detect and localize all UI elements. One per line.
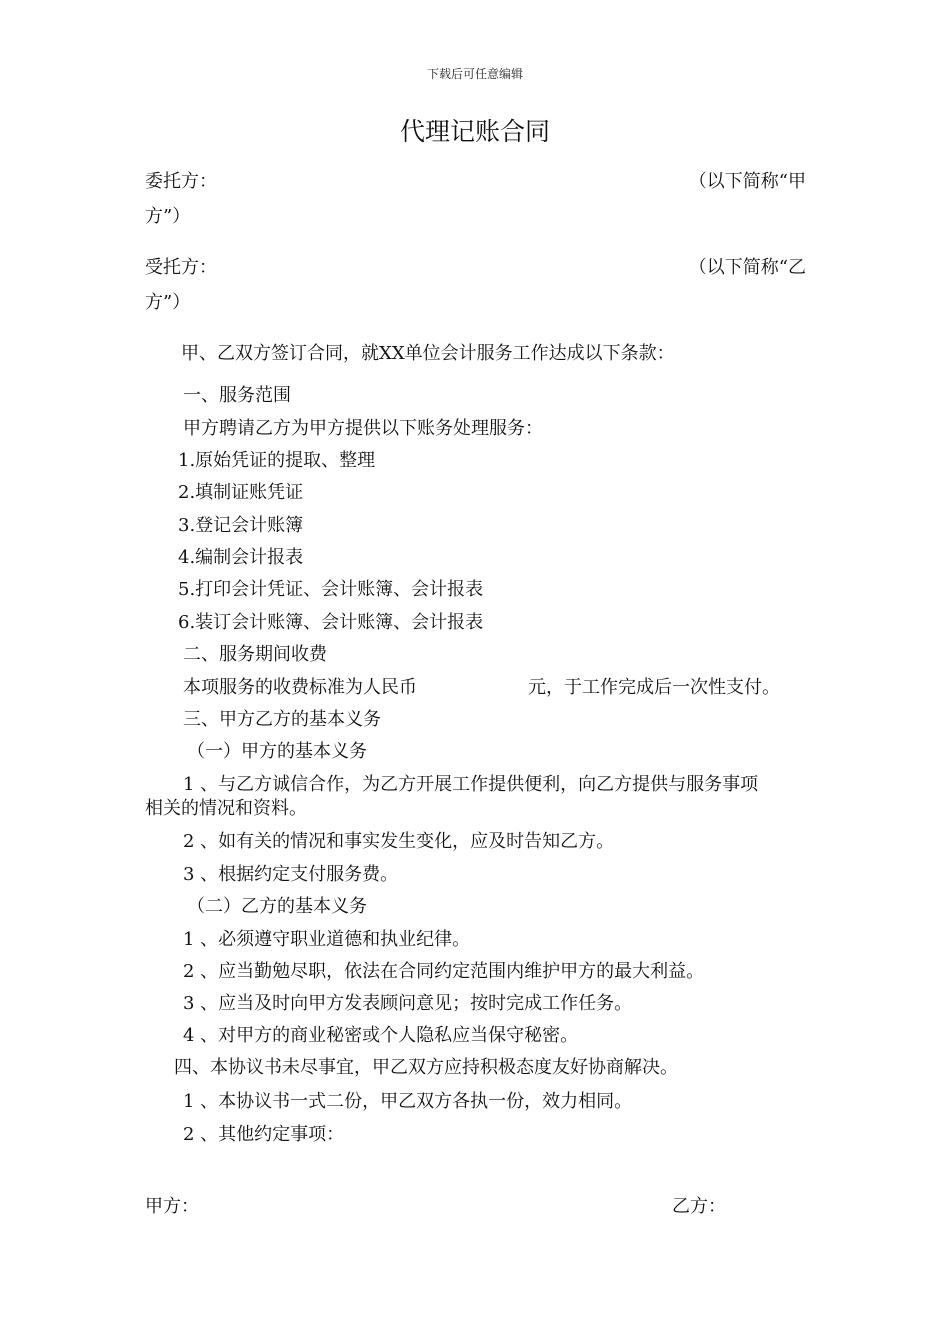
fee-prefix: 本项服务的收费标准为人民币 — [183, 677, 417, 698]
signature-party-b: 乙方： — [672, 1196, 726, 1217]
agent-alias-open: （以下简称“乙 — [688, 257, 806, 278]
party-b-duties-heading: （二）乙方的基本义务 — [187, 896, 367, 917]
client-alias-open: （以下简称“甲 — [688, 171, 806, 192]
party-a-duties-heading: （一）甲方的基本义务 — [187, 741, 367, 762]
agreement-item: 1 、本协议书一式二份，甲乙双方各执一份，效力相同。 — [183, 1091, 633, 1112]
page-header: 下载后可任意编辑 — [426, 67, 523, 81]
service-item: 6.装订会计账簿、会计账簿、会计报表 — [178, 612, 484, 633]
agent-alias-close: 方”） — [145, 292, 191, 313]
section-3-heading: 三、甲方乙方的基本义务 — [183, 709, 381, 730]
party-b-duty: 3 、应当及时向甲方发表顾问意见；按时完成工作任务。 — [183, 993, 633, 1014]
party-a-duty-1: 1 、与乙方诚信合作，为乙方开展工作提供便利，向乙方提供与服务事项 — [183, 774, 759, 795]
service-item: 1.原始凭证的提取、整理 — [178, 450, 376, 471]
section-2-heading: 二、服务期间收费 — [183, 644, 327, 665]
party-a-duty-3: 3 、根据约定支付服务费。 — [183, 864, 399, 885]
client-label: 委托方： — [145, 171, 217, 192]
party-b-duty: 1 、必须遵守职业道德和执业纪律。 — [183, 929, 471, 950]
party-a-duty-2: 2 、如有关的情况和事实发生变化，应及时告知乙方。 — [183, 831, 615, 852]
section-1-lead: 甲方聘请乙方为甲方提供以下账务处理服务： — [183, 418, 543, 439]
agent-label: 受托方： — [145, 257, 217, 278]
fee-suffix: 元，于工作完成后一次性支付。 — [528, 677, 780, 698]
service-item: 3.登记会计账簿 — [178, 515, 304, 536]
section-4-heading: 四、本协议书未尽事宜，甲乙双方应持积极态度友好协商解决。 — [174, 1057, 678, 1078]
agreement-item: 2 、其他约定事项： — [183, 1124, 345, 1145]
section-1-heading: 一、服务范围 — [183, 385, 291, 406]
party-b-duty: 2 、应当勤勉尽职，依法在合同约定范围内维护甲方的最大利益。 — [183, 961, 705, 982]
service-item: 5.打印会计凭证、会计账簿、会计报表 — [178, 579, 484, 600]
signature-party-a: 甲方： — [145, 1196, 199, 1217]
intro-paragraph: 甲、乙双方签订合同，就XX单位会计服务工作达成以下条款： — [181, 343, 675, 364]
party-b-duty: 4 、对甲方的商业秘密或个人隐私应当保守秘密。 — [183, 1025, 579, 1046]
service-item: 4.编制会计报表 — [178, 547, 304, 568]
document-title: 代理记账合同 — [399, 117, 550, 146]
client-alias-close: 方”） — [145, 206, 191, 227]
party-a-duty-1-cont: 相关的情况和资料。 — [145, 798, 307, 819]
service-item: 2.填制证账凭证 — [178, 482, 304, 503]
